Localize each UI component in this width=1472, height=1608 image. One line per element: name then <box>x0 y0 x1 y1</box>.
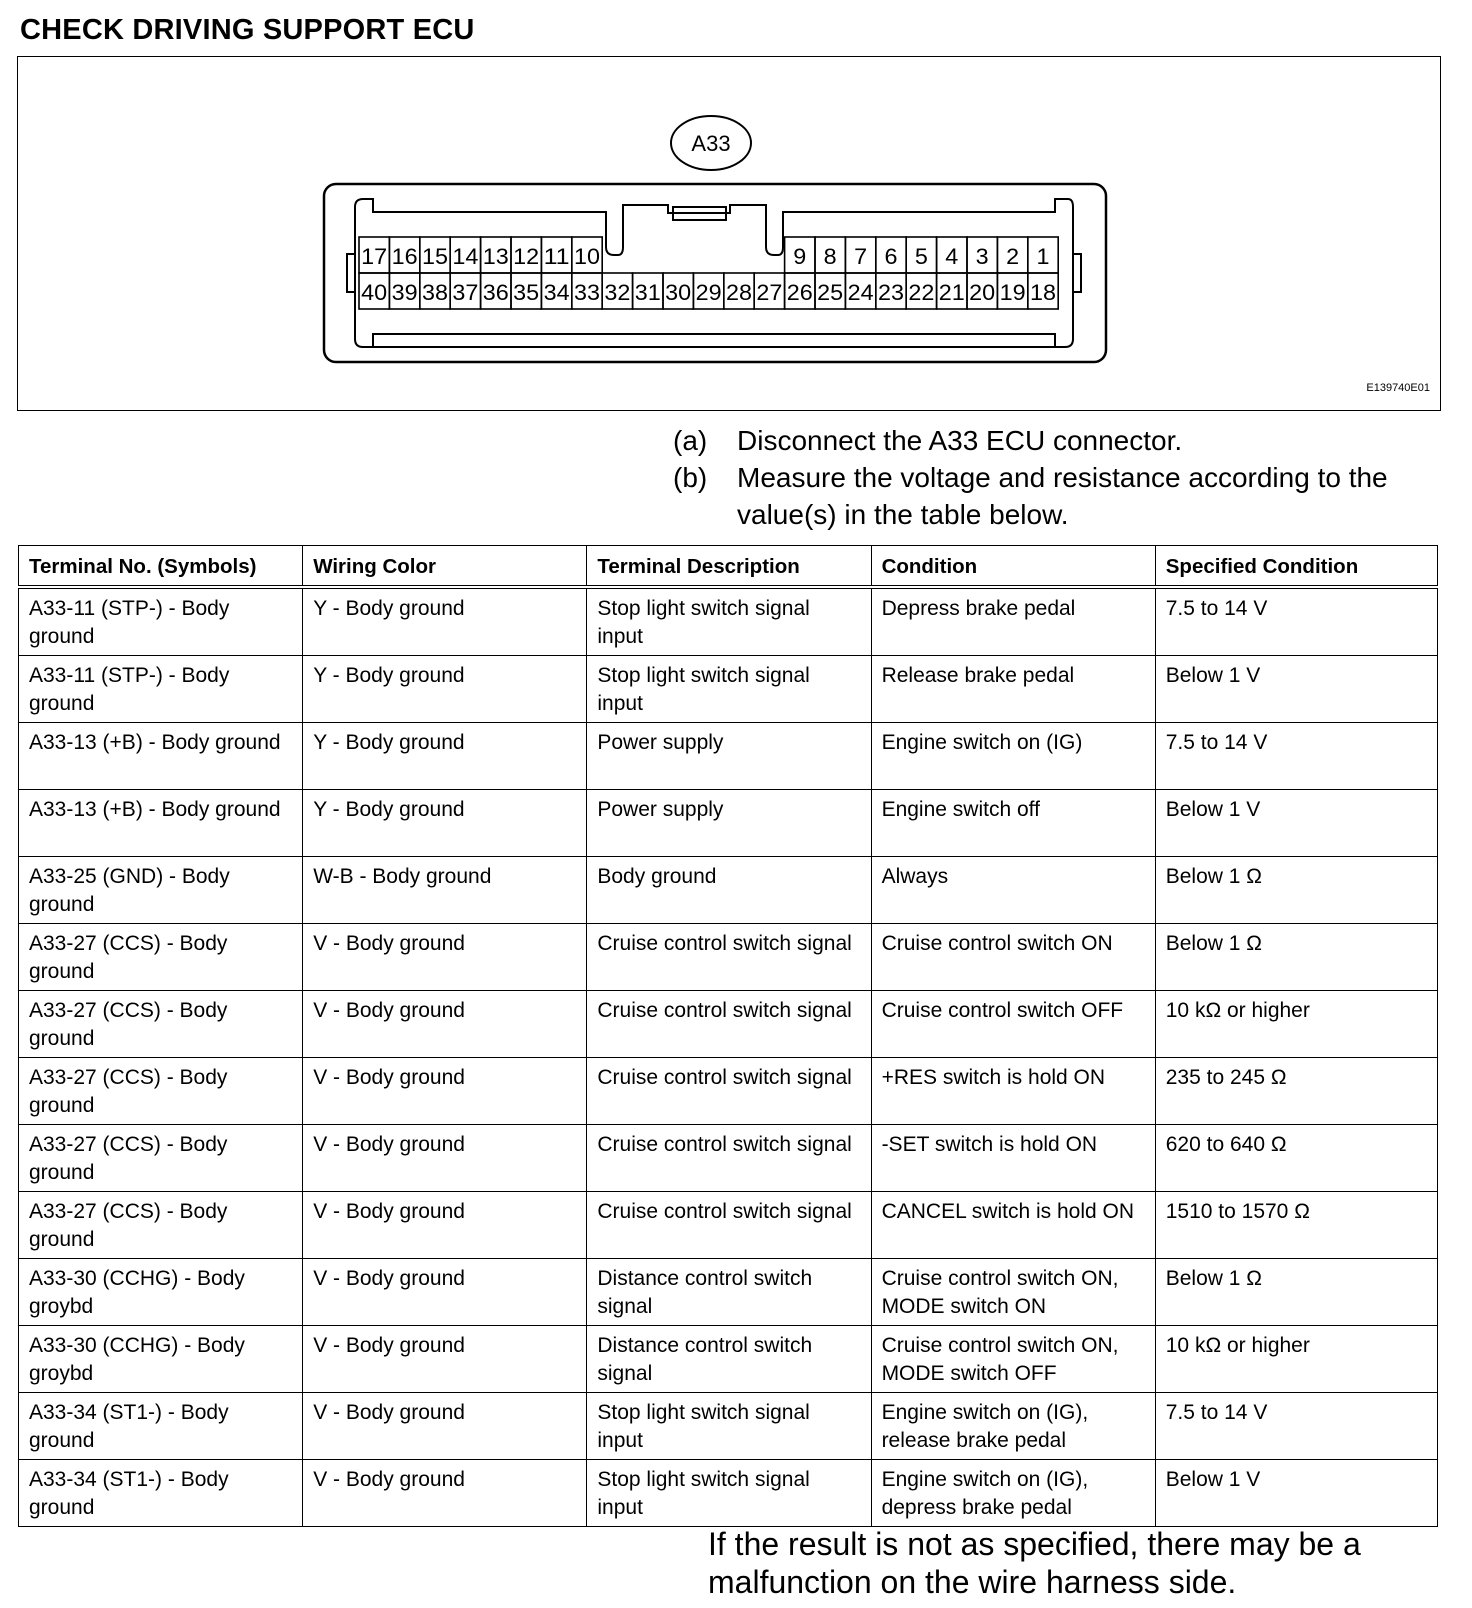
pin-number: 10 <box>574 244 600 269</box>
cell-wiring-color: V - Body ground <box>303 1326 587 1393</box>
cell-specified: Below 1 Ω <box>1155 1259 1437 1326</box>
cell-wiring-color: V - Body ground <box>303 924 587 991</box>
cell-specified: 7.5 to 14 V <box>1155 1393 1437 1460</box>
pin-number: 27 <box>756 280 783 305</box>
pin-number: 38 <box>422 280 448 305</box>
cell-condition: Release brake pedal <box>871 656 1155 723</box>
connector-figure <box>17 56 1441 411</box>
table-row <box>19 1259 1438 1326</box>
pin-number: 39 <box>391 280 418 305</box>
pin-number: 3 <box>975 244 989 269</box>
pin-number: 28 <box>726 280 752 305</box>
pin-number: 21 <box>938 280 965 305</box>
cell-terminal: A33-13 (+B) - Body ground <box>19 723 303 790</box>
cell-condition: Engine switch on (IG), depress brake pedal <box>871 1460 1155 1527</box>
pin-number: 22 <box>908 280 935 305</box>
cell-description: Distance control switch signal <box>587 1326 871 1393</box>
table-row <box>19 1460 1438 1527</box>
cell-wiring-color: V - Body ground <box>303 1460 587 1527</box>
header-terminal-description: Terminal Description <box>587 546 871 588</box>
connector-label: A33 <box>691 131 731 156</box>
page-title: CHECK DRIVING SUPPORT ECU <box>20 14 475 46</box>
step-text: Measure the voltage and resistance according to the value(s) in the table below. <box>737 462 1388 530</box>
cell-specified: 10 kΩ or higher <box>1155 1326 1437 1393</box>
pin-grid <box>359 237 1058 309</box>
pin-number: 6 <box>884 244 898 269</box>
header-terminal: Terminal No. (Symbols) <box>19 546 303 588</box>
cell-terminal: A33-34 (ST1-) - Body ground <box>19 1460 303 1527</box>
cell-terminal: A33-27 (CCS) - Body ground <box>19 924 303 991</box>
cell-condition: Cruise control switch ON, MODE switch ON <box>871 1259 1155 1326</box>
table-row <box>19 1192 1438 1259</box>
pin-number: 17 <box>361 244 388 269</box>
cell-specified: 620 to 640 Ω <box>1155 1125 1437 1192</box>
table-row <box>19 587 1438 656</box>
header-specified-condition: Specified Condition <box>1155 546 1437 588</box>
pin-number: 19 <box>999 280 1026 305</box>
pin-number: 35 <box>513 280 540 305</box>
cell-specified: 10 kΩ or higher <box>1155 991 1437 1058</box>
pin-number: 13 <box>482 244 509 269</box>
cell-description: Power supply <box>587 723 871 790</box>
cell-description: Power supply <box>587 790 871 857</box>
cell-terminal: A33-27 (CCS) - Body ground <box>19 1058 303 1125</box>
table-row <box>19 991 1438 1058</box>
left-latch <box>347 254 355 292</box>
table-header-row <box>19 546 1438 588</box>
cell-terminal: A33-30 (CCHG) - Body groybd <box>19 1259 303 1326</box>
step-b <box>673 459 1427 533</box>
table-row <box>19 1125 1438 1192</box>
cell-wiring-color: V - Body ground <box>303 1125 587 1192</box>
step-text: Disconnect the A33 ECU connector. <box>737 425 1183 456</box>
step-label: (a) <box>673 425 708 456</box>
pin-number: 24 <box>847 280 874 305</box>
cell-specified: 7.5 to 14 V <box>1155 587 1437 656</box>
pin-number: 18 <box>1030 280 1056 305</box>
cell-wiring-color: Y - Body ground <box>303 790 587 857</box>
cell-specified: Below 1 V <box>1155 1460 1437 1527</box>
cell-description: Cruise control switch signal <box>587 1125 871 1192</box>
cell-terminal: A33-27 (CCS) - Body ground <box>19 1192 303 1259</box>
pin-number: 2 <box>1006 244 1020 269</box>
cell-terminal: A33-30 (CCHG) - Body groybd <box>19 1326 303 1393</box>
connector-diagram <box>18 57 1442 412</box>
cell-wiring-color: V - Body ground <box>303 1192 587 1259</box>
pin-number: 34 <box>543 280 570 305</box>
pin-number: 30 <box>665 280 692 305</box>
table-row <box>19 1326 1438 1393</box>
pin-number: 33 <box>574 280 600 305</box>
pin-number: 4 <box>945 244 959 269</box>
cell-condition: +RES switch is hold ON <box>871 1058 1155 1125</box>
table-row <box>19 924 1438 991</box>
cell-terminal: A33-27 (CCS) - Body ground <box>19 1125 303 1192</box>
table-row <box>19 723 1438 790</box>
cell-description: Cruise control switch signal <box>587 924 871 991</box>
step-label: (b) <box>673 462 708 493</box>
cell-description: Distance control switch signal <box>587 1259 871 1326</box>
pin-number: 26 <box>786 280 813 305</box>
cell-condition: Engine switch on (IG) <box>871 723 1155 790</box>
cell-specified: Below 1 Ω <box>1155 857 1437 924</box>
pin-number: 32 <box>604 280 631 305</box>
table-row <box>19 790 1438 857</box>
cell-wiring-color: Y - Body ground <box>303 723 587 790</box>
cell-wiring-color: V - Body ground <box>303 991 587 1058</box>
cell-terminal: A33-25 (GND) - Body ground <box>19 857 303 924</box>
pin-number: 9 <box>793 244 807 269</box>
table-row <box>19 656 1438 723</box>
cell-condition: Cruise control switch OFF <box>871 991 1155 1058</box>
instruction-steps <box>673 422 1427 533</box>
pin-number: 7 <box>854 244 868 269</box>
header-condition: Condition <box>871 546 1155 588</box>
table-row <box>19 857 1438 924</box>
cell-description: Stop light switch signal input <box>587 656 871 723</box>
cell-condition: Always <box>871 857 1155 924</box>
cell-wiring-color: V - Body ground <box>303 1058 587 1125</box>
pin-number: 23 <box>878 280 904 305</box>
pin-number: 16 <box>391 244 418 269</box>
header-wiring-color: Wiring Color <box>303 546 587 588</box>
pin-number: 8 <box>823 244 837 269</box>
table-row <box>19 1393 1438 1460</box>
cell-specified: 235 to 245 Ω <box>1155 1058 1437 1125</box>
cell-specified: Below 1 V <box>1155 790 1437 857</box>
right-latch <box>1073 254 1081 292</box>
pin-number: 31 <box>634 280 661 305</box>
cell-description: Cruise control switch signal <box>587 1192 871 1259</box>
cell-specified: Below 1 V <box>1155 656 1437 723</box>
pin-number: 14 <box>452 244 479 269</box>
table-row <box>19 1058 1438 1125</box>
cell-description: Stop light switch signal input <box>587 1393 871 1460</box>
pin-number: 25 <box>817 280 844 305</box>
pin-number: 36 <box>482 280 509 305</box>
step-a <box>673 422 1427 459</box>
cell-terminal: A33-27 (CCS) - Body ground <box>19 991 303 1058</box>
cell-description: Cruise control switch signal <box>587 1058 871 1125</box>
spec-table <box>18 545 1438 1527</box>
cell-terminal: A33-11 (STP-) - Body ground <box>19 587 303 656</box>
pin-number: 40 <box>361 280 388 305</box>
pin-number: 5 <box>914 244 928 269</box>
cell-condition: Depress brake pedal <box>871 587 1155 656</box>
cell-description: Stop light switch signal input <box>587 587 871 656</box>
pin-number: 29 <box>695 280 722 305</box>
result-note: If the result is not as specified, there may be a malfunction on the wire harness side. <box>708 1526 1361 1600</box>
cell-wiring-color: Y - Body ground <box>303 587 587 656</box>
cell-condition: CANCEL switch is hold ON <box>871 1192 1155 1259</box>
cell-specified: 1510 to 1570 Ω <box>1155 1192 1437 1259</box>
cell-condition: Engine switch off <box>871 790 1155 857</box>
cell-wiring-color: W-B - Body ground <box>303 857 587 924</box>
pin-number: 20 <box>969 280 996 305</box>
cell-condition: Engine switch on (IG), release brake pedal <box>871 1393 1155 1460</box>
cell-wiring-color: V - Body ground <box>303 1393 587 1460</box>
cell-specified: Below 1 Ω <box>1155 924 1437 991</box>
cell-terminal: A33-13 (+B) - Body ground <box>19 790 303 857</box>
cell-terminal: A33-11 (STP-) - Body ground <box>19 656 303 723</box>
figure-code: E139740E01 <box>1366 382 1430 394</box>
pin-number: 37 <box>452 280 479 305</box>
cell-specified: 7.5 to 14 V <box>1155 723 1437 790</box>
cell-description: Cruise control switch signal <box>587 991 871 1058</box>
cell-condition: Cruise control switch ON <box>871 924 1155 991</box>
cell-terminal: A33-34 (ST1-) - Body ground <box>19 1393 303 1460</box>
pin-number: 1 <box>1036 244 1050 269</box>
cell-condition: -SET switch is hold ON <box>871 1125 1155 1192</box>
pin-number: 15 <box>422 244 448 269</box>
pin-number: 12 <box>513 244 540 269</box>
pin-number: 11 <box>543 244 570 269</box>
cell-description: Body ground <box>587 857 871 924</box>
cell-condition: Cruise control switch ON, MODE switch OFF <box>871 1326 1155 1393</box>
cell-description: Stop light switch signal input <box>587 1460 871 1527</box>
cell-wiring-color: Y - Body ground <box>303 656 587 723</box>
cell-wiring-color: V - Body ground <box>303 1259 587 1326</box>
